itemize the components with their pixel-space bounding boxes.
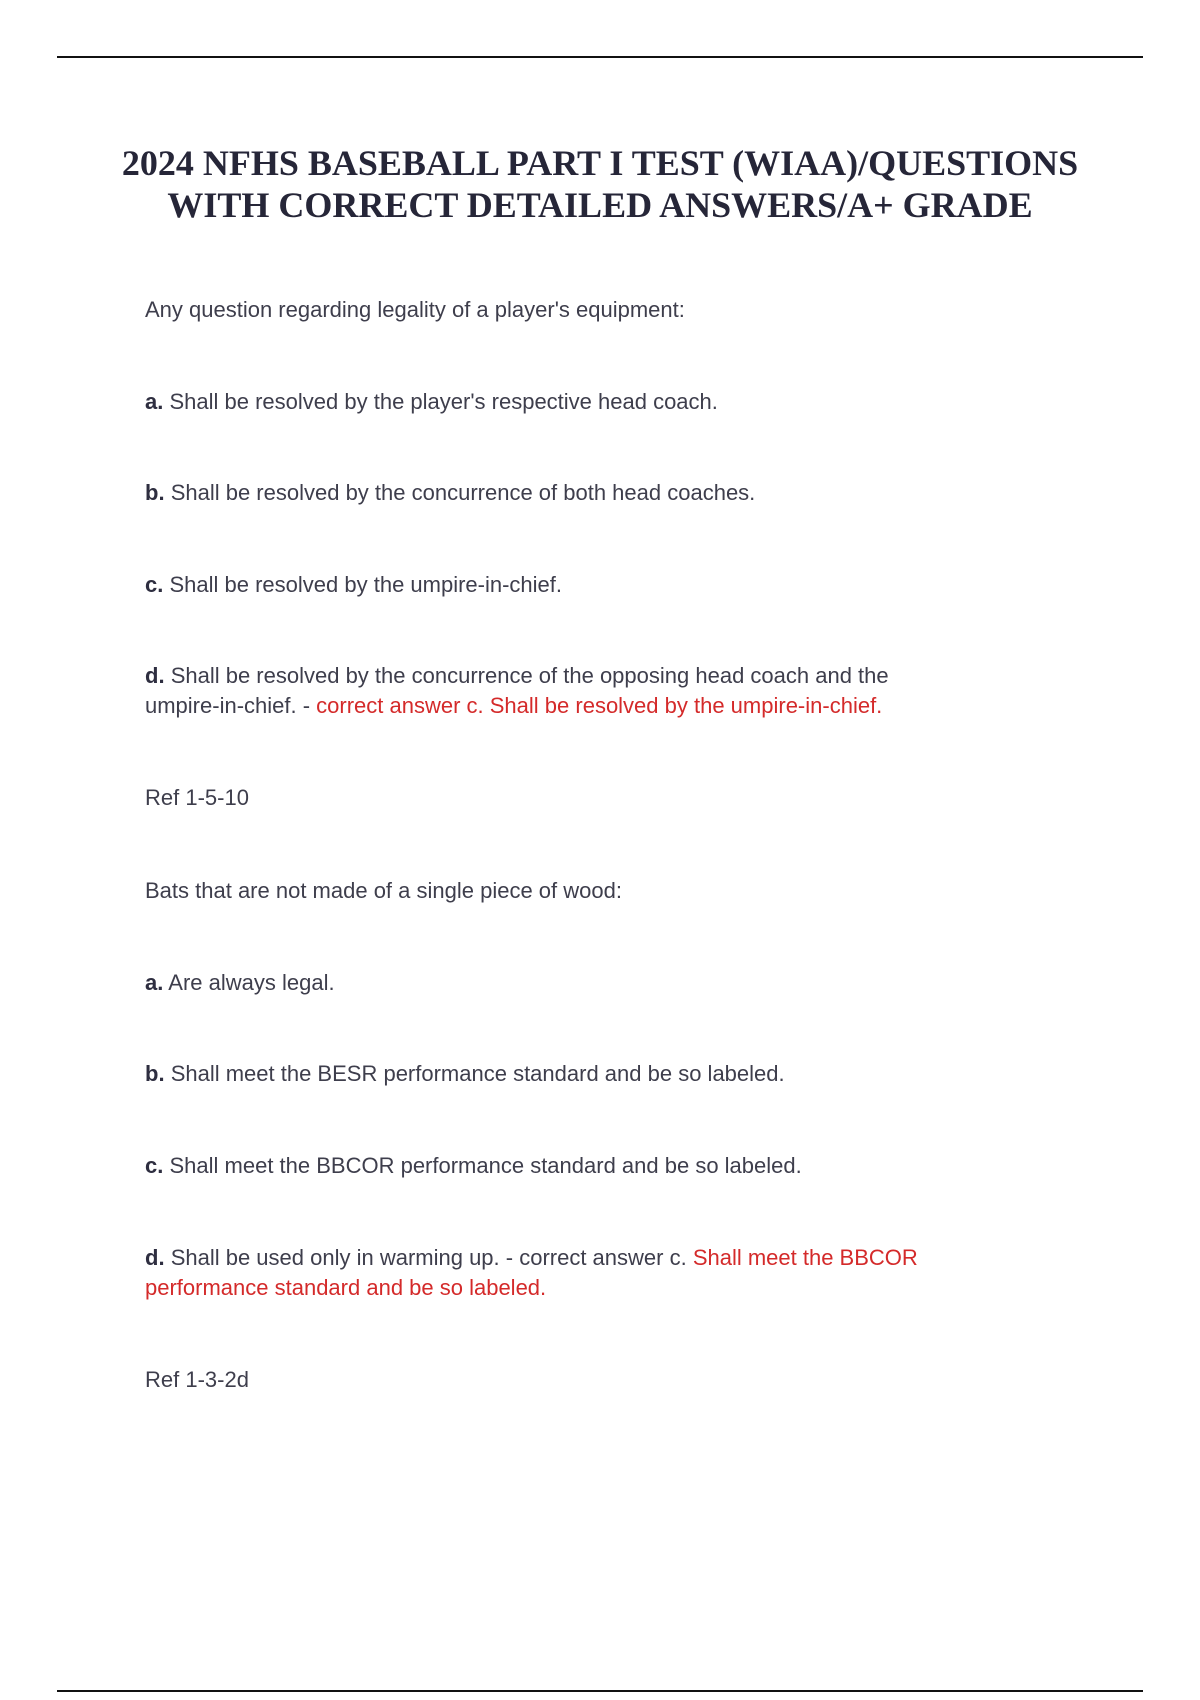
option-text: Are always legal. bbox=[168, 970, 335, 995]
title-line-2: WITH CORRECT DETAILED ANSWERS/A+ GRADE bbox=[167, 185, 1033, 225]
correct-answer-cont: performance standard and be so labeled. bbox=[145, 1275, 547, 1300]
option-text: Shall be resolved by the concurrence of both head coaches. bbox=[170, 480, 756, 505]
option-label: b. bbox=[145, 1061, 165, 1086]
q1-reference: Ref 1-5-10 bbox=[145, 785, 249, 810]
option-text-cont: umpire-in-chief. - bbox=[145, 693, 317, 718]
question-1: Any question regarding legality of a player's equipment: bbox=[145, 297, 685, 322]
top-rule bbox=[57, 56, 1143, 58]
q1-option-b bbox=[145, 478, 755, 508]
q2-option-d bbox=[145, 1243, 918, 1303]
correct-answer: Shall meet the BBCOR bbox=[692, 1245, 918, 1270]
option-label: a. bbox=[145, 389, 164, 414]
option-text: Shall be resolved by the player's respective head coach. bbox=[169, 389, 718, 414]
title-line-1: 2024 NFHS BASEBALL PART I TEST (WIAA)/QUESTIONS bbox=[121, 143, 1079, 183]
q2-option-c bbox=[145, 1151, 802, 1181]
correct-answer: correct answer c. Shall be resolved by the umpire-in-chief. bbox=[316, 693, 883, 718]
option-label: d. bbox=[145, 663, 165, 688]
q1-option-c bbox=[145, 570, 562, 600]
option-label: c. bbox=[145, 572, 164, 597]
q1-option-a bbox=[145, 387, 718, 417]
q2-option-a bbox=[145, 968, 335, 998]
option-label: c. bbox=[145, 1153, 164, 1178]
option-label: d. bbox=[145, 1245, 165, 1270]
option-text: Shall meet the BESR performance standard and be so labeled. bbox=[170, 1061, 785, 1086]
document-title bbox=[0, 142, 1200, 226]
question-2: Bats that are not made of a single piece of wood: bbox=[145, 878, 622, 903]
q1-option-d bbox=[145, 661, 889, 721]
option-label: a. bbox=[145, 970, 164, 995]
option-text: Shall meet the BBCOR performance standard and be so labeled. bbox=[169, 1153, 802, 1178]
option-label: b. bbox=[145, 480, 165, 505]
bottom-rule bbox=[57, 1690, 1143, 1692]
option-text: Shall be resolved by the umpire-in-chief. bbox=[169, 572, 563, 597]
option-text: Shall be resolved by the concurrence of the opposing head coach and the bbox=[170, 663, 889, 688]
q2-reference: Ref 1-3-2d bbox=[145, 1367, 249, 1392]
q2-option-b bbox=[145, 1059, 785, 1089]
option-text: Shall be used only in warming up. - correct answer c. bbox=[170, 1245, 693, 1270]
